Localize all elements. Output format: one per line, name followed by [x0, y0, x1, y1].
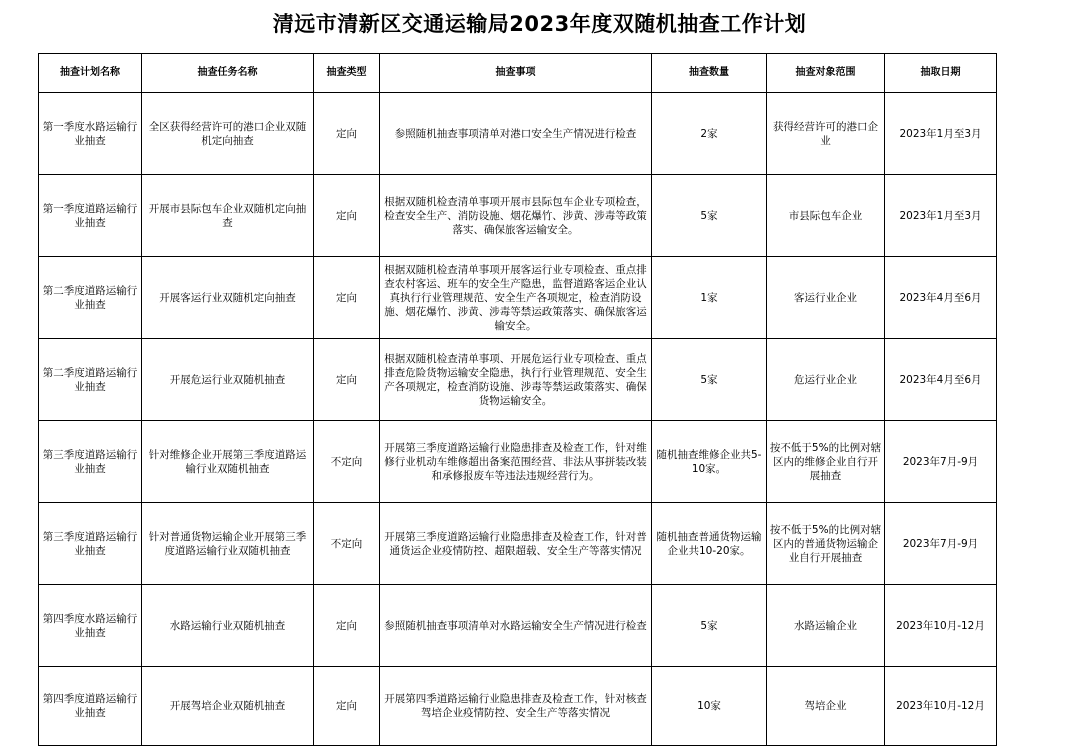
- cell-type: 定向: [314, 93, 380, 175]
- cell-items: 开展第三季度道路运输行业隐患排查及检查工作，针对维修行业机动车维修超出备案范围经营、非法从事拼装改装和承修报废车等违法违规经营行为。: [380, 421, 652, 503]
- cell-plan: 第三季度道路运输行业抽查: [39, 503, 142, 585]
- cell-plan: 第四季度水路运输行业抽查: [39, 585, 142, 667]
- cell-items: 开展第四季道路运输行业隐患排查及检查工作，针对核查驾培企业疫情防控、安全生产等落实情况: [380, 667, 652, 746]
- table-row: [39, 421, 997, 503]
- header-plan-name: 抽查计划名称: [39, 54, 142, 93]
- cell-items: 根据双随机检查清单事项、开展危运行业专项检查、重点排查危险货物运输安全隐患，执行行业管理规范、安全生产各项规定，检查消防设施、涉毒等禁运政策落实、确保货物运输安全。: [380, 339, 652, 421]
- cell-quantity: 1家: [652, 257, 767, 339]
- cell-plan: 第二季度道路运输行业抽查: [39, 257, 142, 339]
- cell-date: 2023年10月-12月: [885, 585, 997, 667]
- cell-task: 水路运输行业双随机抽查: [142, 585, 314, 667]
- cell-type: 不定向: [314, 421, 380, 503]
- cell-scope: 按不低于5%的比例对辖区内的普通货物运输企业自行开展抽查: [767, 503, 885, 585]
- cell-date: 2023年7月-9月: [885, 421, 997, 503]
- header-date: 抽取日期: [885, 54, 997, 93]
- cell-quantity: 5家: [652, 175, 767, 257]
- header-task-name: 抽查任务名称: [142, 54, 314, 93]
- cell-type: 定向: [314, 175, 380, 257]
- table-row: [39, 585, 997, 667]
- cell-items: 参照随机抽查事项清单对港口安全生产情况进行检查: [380, 93, 652, 175]
- cell-date: 2023年1月至3月: [885, 93, 997, 175]
- cell-items: 参照随机抽查事项清单对水路运输安全生产情况进行检查: [380, 585, 652, 667]
- table-row: [39, 93, 997, 175]
- cell-scope: 驾培企业: [767, 667, 885, 746]
- cell-type: 定向: [314, 667, 380, 746]
- plan-table: [38, 53, 997, 746]
- cell-plan: 第三季度道路运输行业抽查: [39, 421, 142, 503]
- header-scope: 抽查对象范围: [767, 54, 885, 93]
- cell-date: 2023年7月-9月: [885, 503, 997, 585]
- page-title: 清远市清新区交通运输局2023年度双随机抽查工作计划: [272, 12, 807, 36]
- cell-items: 开展第三季度道路运输行业隐患排查及检查工作，针对普通货运企业疫情防控、超限超载、安全生产等落实情况: [380, 503, 652, 585]
- table-row: [39, 339, 997, 421]
- cell-quantity: 5家: [652, 339, 767, 421]
- header-row: [39, 54, 997, 93]
- cell-quantity: 2家: [652, 93, 767, 175]
- cell-date: 2023年4月至6月: [885, 339, 997, 421]
- cell-type: 定向: [314, 339, 380, 421]
- cell-plan: 第一季度水路运输行业抽查: [39, 93, 142, 175]
- cell-scope: 获得经营许可的港口企业: [767, 93, 885, 175]
- cell-task: 开展危运行业双随机抽查: [142, 339, 314, 421]
- table-row: [39, 175, 997, 257]
- cell-scope: 市县际包车企业: [767, 175, 885, 257]
- cell-task: 全区获得经营许可的港口企业双随机定向抽查: [142, 93, 314, 175]
- cell-type: 不定向: [314, 503, 380, 585]
- cell-date: 2023年1月至3月: [885, 175, 997, 257]
- cell-task: 针对维修企业开展第三季度道路运输行业双随机抽查: [142, 421, 314, 503]
- cell-scope: 按不低于5%的比例对辖区内的维修企业自行开展抽查: [767, 421, 885, 503]
- cell-items: 根据双随机检查清单事项开展客运行业专项检查、重点排查农村客运、班车的安全生产隐患，监督道路客运企业认真执行行业管理规范、安全生产各项规定，检查消防设施、烟花爆竹、涉黄、涉毒等禁运政策落实、确保旅客运输安全。: [380, 257, 652, 339]
- cell-task: 针对普通货物运输企业开展第三季度道路运输行业双随机抽查: [142, 503, 314, 585]
- cell-date: 2023年4月至6月: [885, 257, 997, 339]
- cell-type: 定向: [314, 585, 380, 667]
- cell-type: 定向: [314, 257, 380, 339]
- cell-task: 开展驾培企业双随机抽查: [142, 667, 314, 746]
- cell-items: 根据双随机检查清单事项开展市县际包车企业专项检查，检查安全生产、消防设施、烟花爆竹、涉黄、涉毒等政策落实、确保旅客运输安全。: [380, 175, 652, 257]
- cell-plan: 第一季度道路运输行业抽查: [39, 175, 142, 257]
- cell-scope: 水路运输企业: [767, 585, 885, 667]
- cell-task: 开展市县际包车企业双随机定向抽查: [142, 175, 314, 257]
- table-row: [39, 667, 997, 746]
- cell-quantity: 5家: [652, 585, 767, 667]
- header-quantity: 抽查数量: [652, 54, 767, 93]
- header-check-items: 抽查事项: [380, 54, 652, 93]
- cell-plan: 第四季度道路运输行业抽查: [39, 667, 142, 746]
- header-check-type: 抽查类型: [314, 54, 380, 93]
- cell-quantity: 10家: [652, 667, 767, 746]
- table-row: [39, 503, 997, 585]
- cell-plan: 第二季度道路运输行业抽查: [39, 339, 142, 421]
- table-row: [39, 257, 997, 339]
- cell-task: 开展客运行业双随机定向抽查: [142, 257, 314, 339]
- cell-scope: 危运行业企业: [767, 339, 885, 421]
- cell-date: 2023年10月-12月: [885, 667, 997, 746]
- cell-quantity: 随机抽查维修企业共5-10家。: [652, 421, 767, 503]
- cell-scope: 客运行业企业: [767, 257, 885, 339]
- cell-quantity: 随机抽查普通货物运输企业共10-20家。: [652, 503, 767, 585]
